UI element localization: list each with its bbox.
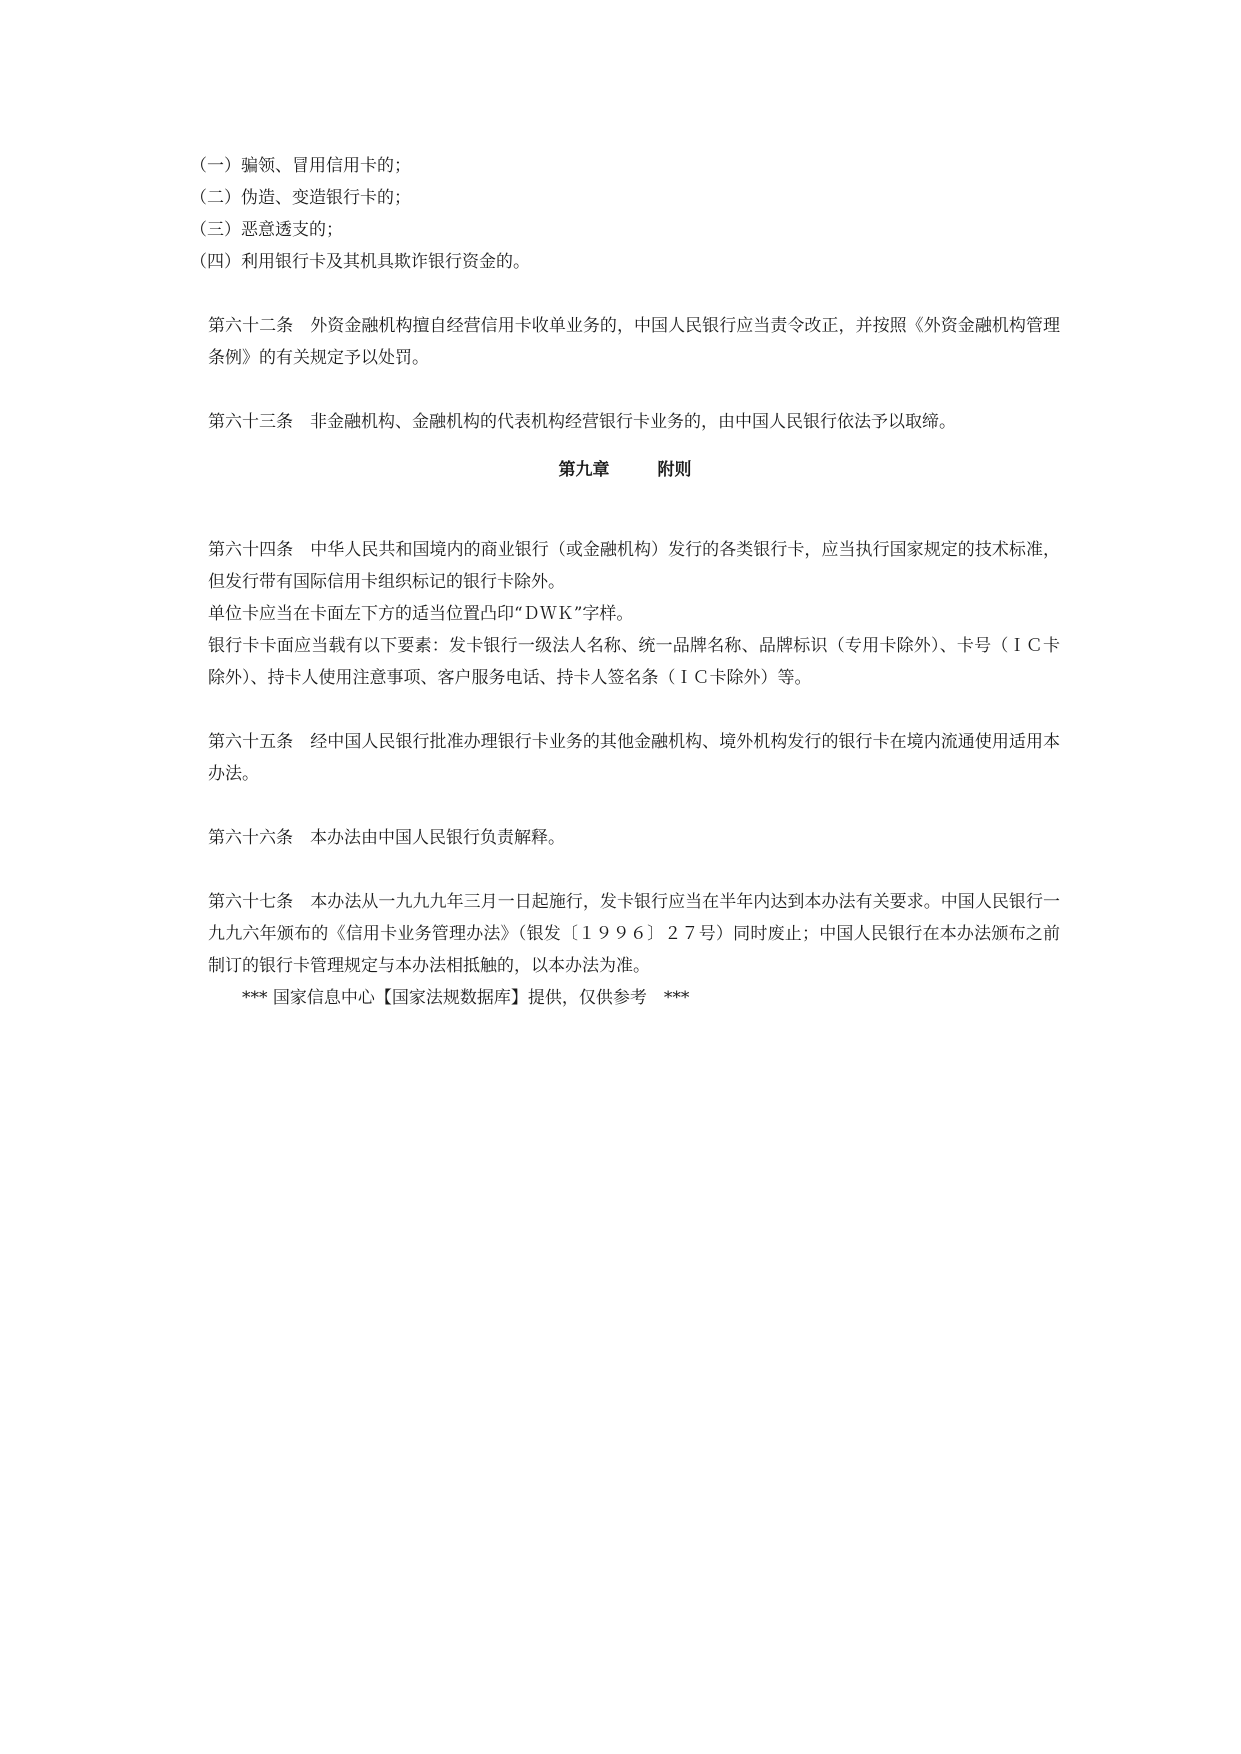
article-64-paragraph-1: 第六十四条 中华人民共和国境内的商业银行（或金融机构）发行的各类银行卡，应当执行国家规定的技术标准，但发行带有国际信用卡组织标记的银行卡除外。: [208, 540, 1060, 592]
article-62-text: 第六十二条 外资金融机构擅自经营信用卡收单业务的，中国人民银行应当责令改正，并按照《外资金融机构管理条例》的有关规定予以处罚。: [208, 316, 1060, 368]
document-page: [190, 150, 1060, 1014]
article-65: [190, 726, 1060, 790]
chapter-number: 第九章: [558, 460, 610, 480]
article-67: [190, 886, 1060, 982]
article-63-text: 第六十三条 非金融机构、金融机构的代表机构经营银行卡业务的，由中国人民银行依法予以取缔。: [208, 412, 956, 432]
article-64-paragraph-2: 单位卡应当在卡面左下方的适当位置凸印“ＤＷＫ”字样。: [208, 604, 634, 624]
article-63: [190, 406, 1060, 438]
chapter-title: 附则: [657, 460, 692, 480]
source-footer: *** 国家信息中心【国家法规数据库】提供，仅供参考 ***: [242, 988, 690, 1008]
article-64: [190, 534, 1060, 694]
article-62: [190, 310, 1060, 374]
offense-list: [190, 150, 1060, 278]
article-64-paragraph-3: 银行卡卡面应当载有以下要素：发卡银行一级法人名称、统一品牌名称、品牌标识（专用卡除外）、卡号（ＩＣ卡除外）、持卡人使用注意事项、客户服务电话、持卡人签名条（ＩＣ卡除外）等。: [208, 636, 1060, 688]
article-65-text: 第六十五条 经中国人民银行批准办理银行卡业务的其他金融机构、境外机构发行的银行卡在境内流通使用适用本办法。: [208, 732, 1060, 784]
list-item: （一）骗领、冒用信用卡的；: [190, 156, 411, 176]
list-item: （二）伪造、变造银行卡的；: [190, 188, 411, 208]
article-66: [190, 822, 1060, 854]
list-item: （三）恶意透支的；: [190, 220, 343, 240]
list-item: （四）利用银行卡及其机具欺诈银行资金的。: [190, 252, 530, 272]
article-67-text: 第六十七条 本办法从一九九九年三月一日起施行，发卡银行应当在半年内达到本办法有关要求。中国人民银行一九九六年颁布的《信用卡业务管理办法》（银发〔１９９６〕２７号）同时废止；中国人民银行在本办法颁布之前制订的银行卡管理规定与本办法相抵触的，以本办法为准。: [208, 892, 1060, 976]
chapter-heading: [190, 454, 1060, 486]
article-66-text: 第六十六条 本办法由中国人民银行负责解释。: [208, 828, 565, 848]
